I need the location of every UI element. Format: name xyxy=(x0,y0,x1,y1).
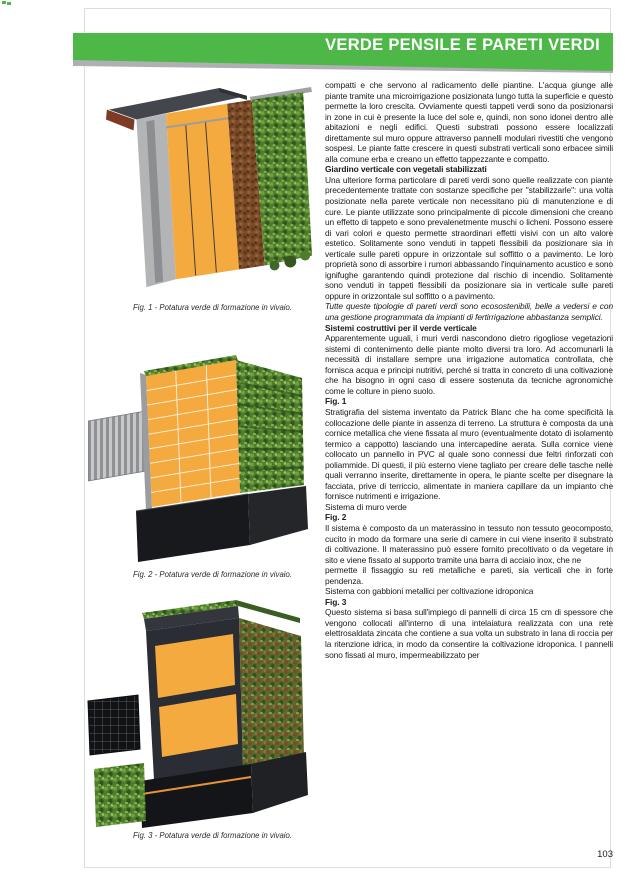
vegetation-panel xyxy=(94,763,146,827)
mesh-grid-panel xyxy=(88,695,140,755)
vegetation-face xyxy=(239,618,304,767)
section-heading-constructive-systems: Sistemi costruttivi per il verde verticale xyxy=(325,322,477,333)
page-number: 103 xyxy=(597,849,613,860)
stabilized-garden-paragraph: Una ulteriore forma particolare di pareti verdi sono quelle realizzate con piante precedentemente trattate con sostanze specifiche per "stabilizzarle": una volta posizionate nella parete verticale non necessitano più di manutenzione e di cure. Le piante utilizzate sono principalmente di piccole dimensioni che creano un effetto di tappeto e sono prevalenetmente muschi o licheni. Possono essere di vari colori e questo permette straordinari effetti visivi con un alto valore estetico. Solitamente sono venduti in tappeti flessibili da posizionare sia in verticale sulle pareti oppure in orizzontale sul soffitto o a pavimento. Le loro proprietà sono di assorbire i rumori abbassando l'inquinamento acustico e sono ignifughe garantendo quindi protezione dal rischio di incendio. Solitamente sono venduti in tappeti flessibili da posizionare sia in verticale sulle pareti oppure in orizzontale sul soffitto o a pavimento. xyxy=(325,174,613,301)
section-heading-stabilized-garden: Giardino verticale con vegetali stabilizzati xyxy=(325,164,487,175)
fig1-description: Stratigrafia del sistema inventato da Patrick Blanc che ha come specificità la collocazione delle piante in assenza di terreno. La struttura è composta da una cornice metallica che viene fissata al muro (eventualmente dotato di isolamento termico a cappotto) lasciando una intercapedine aerata. Sulla cornice viene collocato un pannello in PVC al quale sono connessi due feltri rinforzati con poliammide. Di questi, il più esterno viene tagliato per creare delle tasche nelle quali verranno inserite, direttamente in opera, le piante scelte per disegnare la facciata, prive di terriccio, alimentate in maniera capillare da un impianto che fornisce nutrimenti e irrigazione. xyxy=(325,406,613,502)
corrugated-panel xyxy=(88,411,146,481)
fig2-description-a: Il sistema è composto da un materassino in tessuto non tessuto geocomposto, cucito in modo da formare una serie di camere in cui viene inserito il substrato di coltivazione. Il materassino può essere fornito precoltivato o da vegetare in sito e viene fissato al supporto tramite una barra di acciaio inox, che ne xyxy=(325,522,613,565)
intro-paragraph: compatti e che servono al radicamento delle piantine. L'acqua giunge alle piante tramite una microirrigazione posizionata lungo tutta la superficie e questo permette la loro crescita. Ovviamente questi tappeti verdi sono da posizionarsi in zone in cui è presente la luce del sole e, quindi, non sono idonei dentro alle abitazioni e negli edifici. Questi substrati possono essere localizzati direttamente sul muro oppure attraverso pannelli modulari rivestiti che vengono sospesi. Le piante fatte crescere in questi substrati verticali sono erbacee simili alla comune erba e creano un effetto tappezzante e compatto. xyxy=(325,80,613,164)
eco-note-paragraph: Tutte queste tipologie di pareti verdi sono ecosostenibili, belle a vedersi e con una gestione programmata da impianti di fertirrigazione abbastanza semplici. xyxy=(325,301,613,323)
figure-1-caption: Fig. 1 - Potatura verde di formazione in vivaio. xyxy=(132,303,293,312)
text-column xyxy=(325,80,613,660)
figure-2-illustration xyxy=(88,345,313,567)
pvc-panel xyxy=(166,104,239,280)
green-wall-system-title: Sistema di muro verde xyxy=(325,501,407,512)
figure-3-illustration xyxy=(86,597,312,830)
fig2-description-b: permette il fissaggio su reti metalliche e pareti, sia verticali che in forte pendenza. xyxy=(325,565,613,586)
figure-1-illustration xyxy=(101,84,313,303)
fig1-label: Fig. 1 xyxy=(325,396,347,407)
figure-3-caption: Fig. 3 - Potatura verde di formazione in vivaio. xyxy=(132,831,293,840)
figure-2-caption: Fig. 2 - Potatura verde di formazione in vivaio. xyxy=(132,570,293,579)
gabion-system-title: Sistema con gabbioni metallici per coltivazione idroponica xyxy=(325,586,534,597)
crop-mark xyxy=(7,2,11,5)
fig3-description: Questo sistema si basa sull'impiego di pannelli di circa 15 cm di spessore che vengono collocati all'interno di una intelaiatura realizzata con una rete elettrosaldata zincata che contiene a sua volta un substrato in lana di roccia per la ritenzione idrica, in modo da consentire la coltivazione idroponica. I pannelli sono fissati al muro, impermeabilizzato per xyxy=(325,607,613,660)
constructive-systems-paragraph: Apparentemente uguali, i muri verdi nascondono dietro rigogliose vegetazioni sistemi di contenimento delle piante molto diversi tra loro. Ad accomunarli la necessità di installare sempre una irrigazione automatica controllata, che fornisca acqua e principi nutritivi, perché si tratta in concreto di una coltivazione che ha bisogno in ogni caso di essere sostenuta da tecniche agronomiche come le colture in pieno suolo. xyxy=(325,333,613,396)
fig3-label: Fig. 3 xyxy=(325,596,347,607)
crop-mark xyxy=(2,1,6,4)
fig2-label: Fig. 2 xyxy=(325,512,347,523)
chapter-title: VERDE PENSILE E PARETI VERDI xyxy=(325,36,600,54)
